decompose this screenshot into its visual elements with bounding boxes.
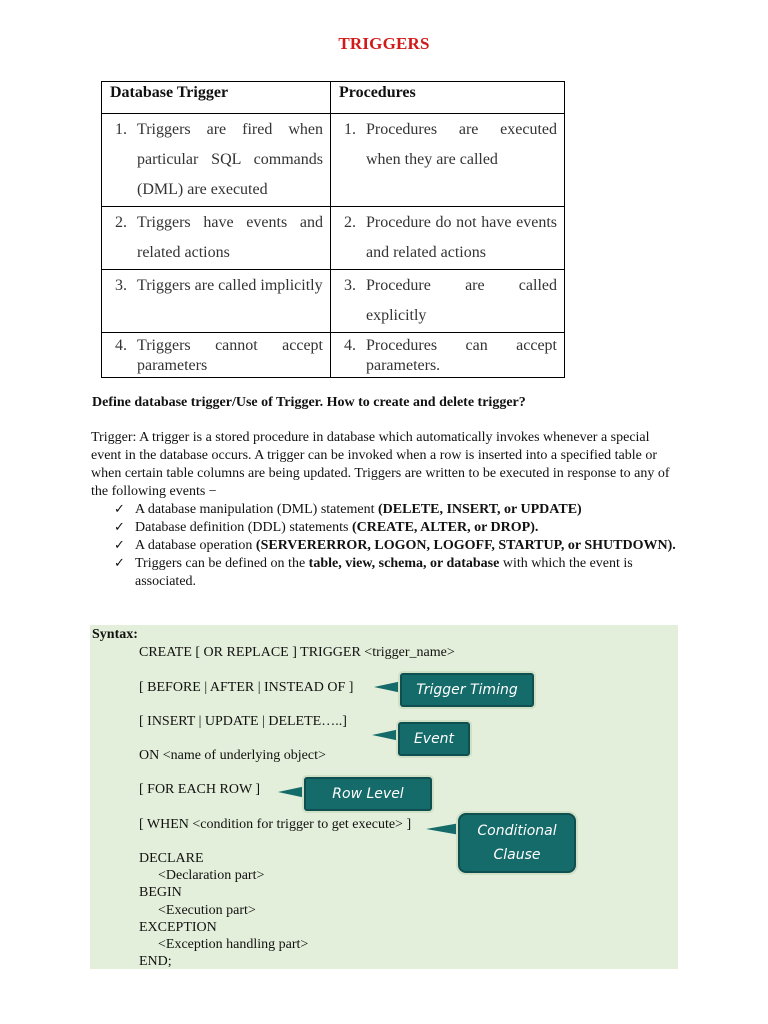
list-item	[114, 501, 681, 519]
table-row	[102, 270, 565, 333]
callout-pointer	[426, 823, 460, 835]
list-item	[114, 555, 681, 591]
item-text: Procedures can accept parameters.	[366, 337, 557, 374]
item-number: 2.	[344, 214, 356, 231]
trigger-definition-section	[91, 429, 681, 591]
item-text: Procedure are called explicitly	[366, 277, 557, 324]
procedure-cell	[331, 114, 565, 207]
item-number: 4.	[344, 337, 356, 354]
callout-row-level: Row Level	[304, 777, 432, 811]
procedure-cell	[331, 333, 565, 378]
callout-trigger-timing: Trigger Timing	[400, 673, 534, 707]
code-begin: BEGIN	[139, 885, 182, 900]
list-item	[114, 519, 681, 537]
item-text: Triggers are fired when particular SQL commands (DML) are executed	[137, 121, 323, 198]
code-execution-part: <Execution part>	[158, 903, 256, 918]
procedure-cell	[331, 270, 565, 333]
item-text: Procedure do not have events and related actions	[366, 214, 557, 261]
checkmark-icon: ✓	[114, 520, 125, 535]
callout-event: Event	[398, 722, 470, 756]
event-list	[91, 501, 681, 591]
code-row: [ FOR EACH ROW ]	[139, 782, 261, 797]
event-text-tail: with which the event is associated.	[135, 556, 633, 589]
event-text: Triggers can be defined on the	[135, 556, 309, 571]
section-question: Define database trigger/Use of Trigger. How to create and delete trigger?	[92, 395, 526, 410]
trigger-cell	[102, 270, 331, 333]
item-number: 3.	[115, 277, 127, 294]
page-title: TRIGGERS	[338, 34, 430, 53]
event-keywords: table, view, schema, or database	[308, 556, 500, 571]
item-number: 1.	[344, 121, 356, 138]
item-number: 4.	[115, 337, 127, 354]
code-exception: EXCEPTION	[139, 920, 217, 935]
trigger-cell	[102, 207, 331, 270]
callout-pointer	[278, 786, 306, 798]
callout-pointer	[374, 681, 402, 693]
table-row	[102, 207, 565, 270]
event-keywords: (DELETE, INSERT, or UPDATE)	[378, 502, 582, 517]
item-text: Triggers cannot accept parameters	[137, 337, 323, 374]
callout-pointer	[372, 729, 400, 741]
event-text: Database definition (DDL) statements	[135, 520, 352, 535]
code-exception-part: <Exception handling part>	[158, 937, 309, 952]
header-database-trigger: Database Trigger	[102, 82, 331, 114]
event-keywords: (CREATE, ALTER, or DROP).	[351, 520, 539, 535]
trigger-cell	[102, 333, 331, 378]
table-row	[102, 114, 565, 207]
table-row	[102, 333, 565, 378]
table-header-row	[102, 82, 565, 114]
checkmark-icon: ✓	[114, 556, 125, 571]
comparison-table	[101, 81, 565, 378]
header-procedures: Procedures	[331, 82, 565, 114]
code-create: CREATE [ OR REPLACE ] TRIGGER <trigger_name>	[139, 645, 455, 660]
syntax-label: Syntax:	[92, 627, 138, 642]
code-declaration-part: <Declaration part>	[158, 868, 265, 883]
item-number: 1.	[115, 121, 127, 138]
event-keywords: (SERVERERROR, LOGON, LOGOFF, STARTUP, or SHUTDOWN).	[255, 538, 676, 553]
code-timing: [ BEFORE | AFTER | INSTEAD OF ]	[139, 680, 354, 695]
item-number: 3.	[344, 277, 356, 294]
item-text: Triggers are called implicitly	[137, 277, 323, 294]
trigger-definition: Trigger: A trigger is a stored procedure in database which automatically invokes whenever a special event in the database occurs. A trigger can be invoked when a row is inserted into a specified table or when certain table columns are being updated. Triggers are written to be executed in response to any of the following events −	[91, 430, 670, 499]
code-declare: DECLARE	[139, 851, 204, 866]
callout-conditional-clause: Conditional Clause	[458, 813, 576, 873]
code-when: [ WHEN <condition for trigger to get execute> ]	[139, 817, 412, 832]
procedure-cell	[331, 207, 565, 270]
item-text: Procedures are executed when they are called	[366, 121, 557, 168]
checkmark-icon: ✓	[114, 502, 125, 517]
code-event: [ INSERT | UPDATE | DELETE…..]	[139, 714, 347, 729]
event-text: A database operation	[135, 538, 256, 553]
event-text: A database manipulation (DML) statement	[135, 502, 378, 517]
code-on: ON <name of underlying object>	[139, 748, 326, 763]
item-text: Triggers have events and related actions	[137, 214, 323, 261]
item-number: 2.	[115, 214, 127, 231]
trigger-cell	[102, 114, 331, 207]
code-end: END;	[139, 954, 172, 969]
syntax-box	[90, 625, 678, 969]
checkmark-icon: ✓	[114, 538, 125, 553]
list-item	[114, 537, 681, 555]
